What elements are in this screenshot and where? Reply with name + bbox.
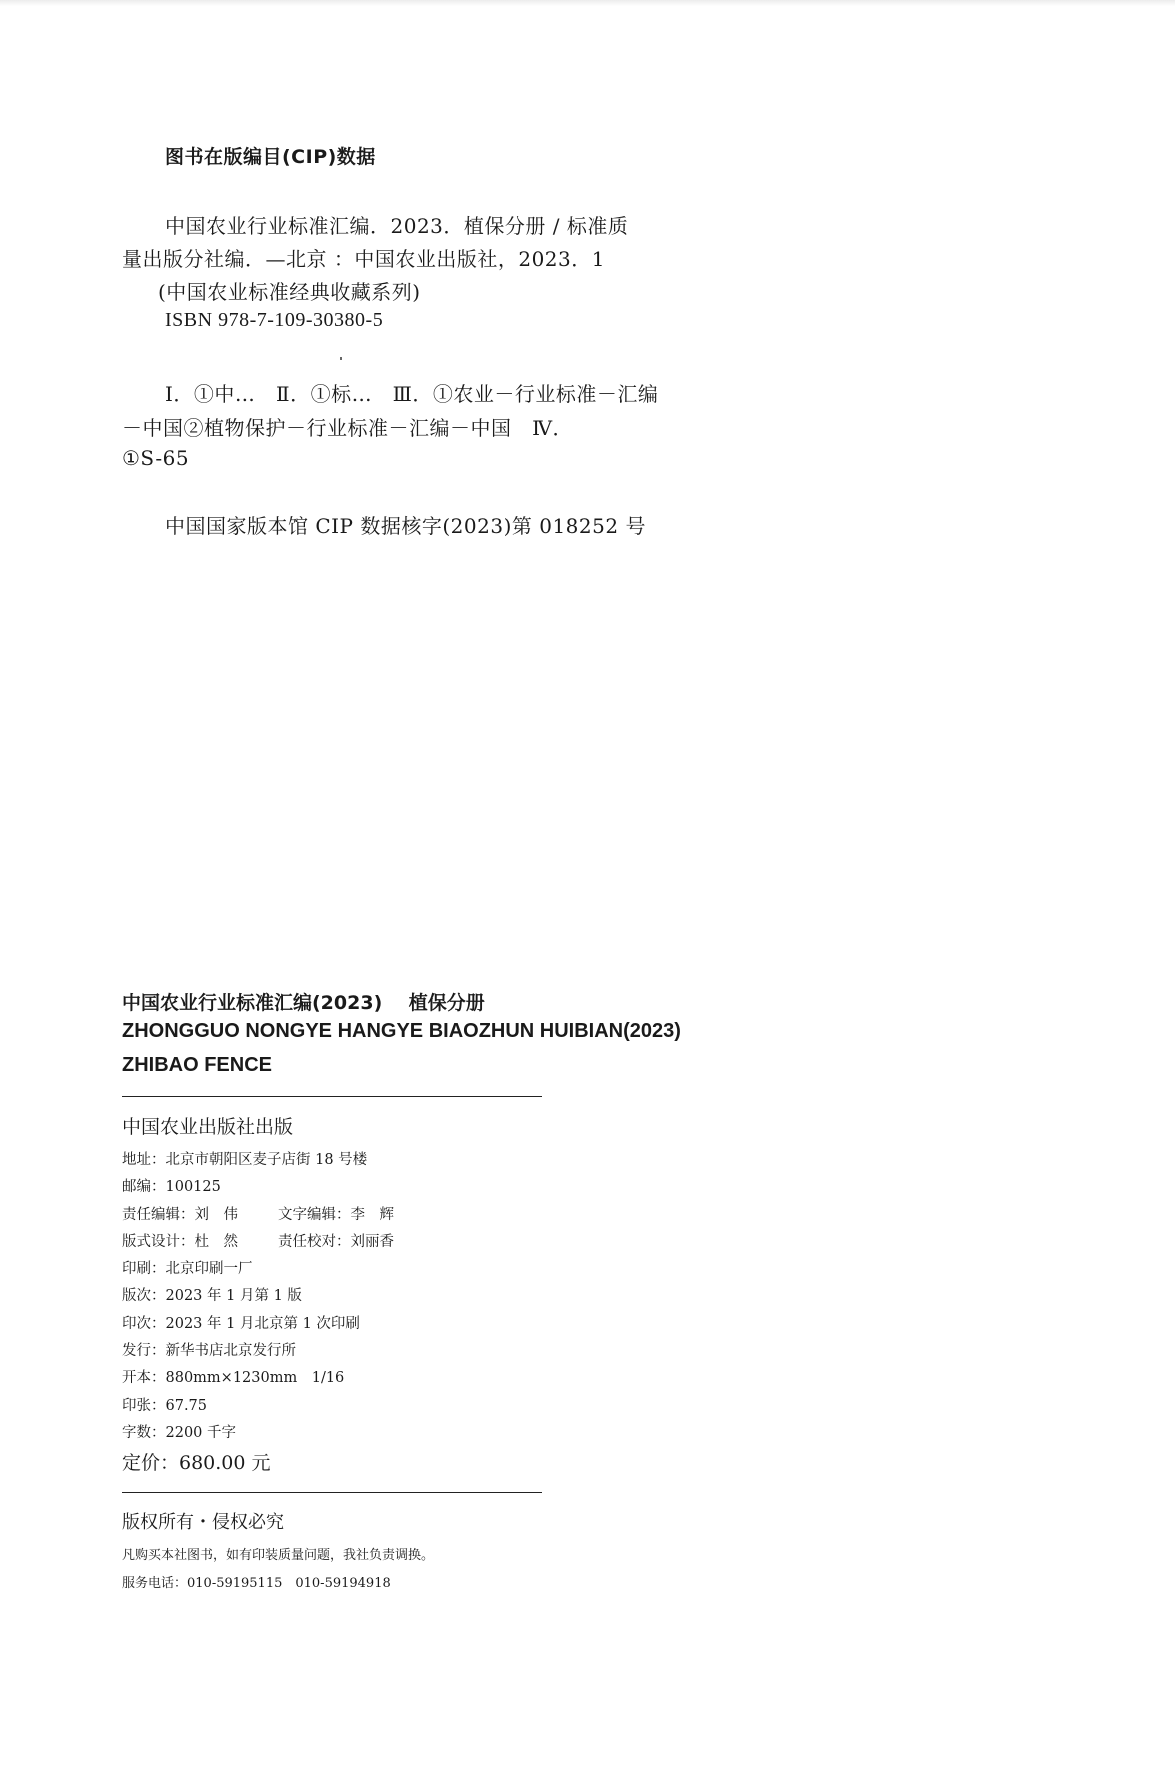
print-speck: [340, 357, 342, 360]
text-editor: 文字编辑：李 辉: [278, 1206, 394, 1223]
rights-notice: 版权所有・侵权必究: [122, 1512, 284, 1533]
format: 开本：880mm×1230mm 1/16: [122, 1370, 345, 1387]
divider-bottom: [122, 1492, 542, 1493]
printing: 印次：2023 年 1 月北京第 1 次印刷: [122, 1315, 360, 1332]
printed-sheets: 印张：67.75: [122, 1397, 208, 1414]
price: 定价：680.00 元: [122, 1452, 271, 1474]
word-count: 字数：2200 千字: [122, 1424, 237, 1441]
distributor: 发行：新华书店北京发行所: [122, 1343, 296, 1360]
cip-record-number: 中国国家版本馆 CIP 数据核字(2023)第 018252 号: [165, 514, 646, 538]
responsible-editor: 责任编辑：刘 伟: [122, 1206, 238, 1223]
editors-row: [122, 1202, 394, 1229]
cip-series: (中国农业标准经典收藏系列): [158, 280, 421, 304]
publication-info-list: [122, 1147, 394, 1447]
service-phone: 服务电话：010-59195115 010-59194918: [122, 1576, 391, 1591]
layout-designer: 版式设计：杜 然: [122, 1233, 238, 1250]
printer: 印刷：北京印刷一厂: [122, 1261, 253, 1278]
cip-description-line-1: 中国农业行业标准汇编．2023．植保分册 / 标准质: [165, 214, 629, 238]
design-row: [122, 1229, 394, 1256]
address: 地址：北京市朝阳区麦子店街 18 号楼: [122, 1152, 368, 1168]
cip-heading: 图书在版编目(CIP)数据: [165, 146, 376, 168]
postcode: 邮编：100125: [122, 1179, 221, 1196]
book-title-pinyin-line-2: ZHIBAO FENCE: [122, 1054, 272, 1076]
divider-top: [122, 1096, 542, 1097]
publisher-line: 中国农业出版社出版: [122, 1116, 294, 1138]
book-title-chinese: 中国农业行业标准汇编(2023) 植保分册: [122, 992, 485, 1014]
cip-classification-line-2: －中国②植物保护－行业标准－汇编－中国 Ⅳ．: [122, 416, 574, 440]
rights-note: 凡购买本社图书，如有印装质量问题，我社负责调换。: [122, 1548, 435, 1563]
cip-classification-line-1: Ⅰ．①中… Ⅱ．①标… Ⅲ．①农业－行业标准－汇编: [165, 382, 659, 406]
proofreader: 责任校对：刘丽香: [278, 1233, 394, 1250]
edition: 版次：2023 年 1 月第 1 版: [122, 1288, 302, 1305]
cip-isbn: ISBN 978-7-109-30380-5: [165, 309, 384, 331]
book-title-pinyin-line-1: ZHONGGUO NONGYE HANGYE BIAOZHUN HUIBIAN(2023): [122, 1020, 681, 1042]
cip-classification-line-3: ①S-65: [122, 446, 190, 470]
page-top-edge: [0, 0, 1175, 6]
cip-description-line-2: 量出版分社编．—北京 ：中国农业出版社，2023．1: [122, 247, 605, 271]
